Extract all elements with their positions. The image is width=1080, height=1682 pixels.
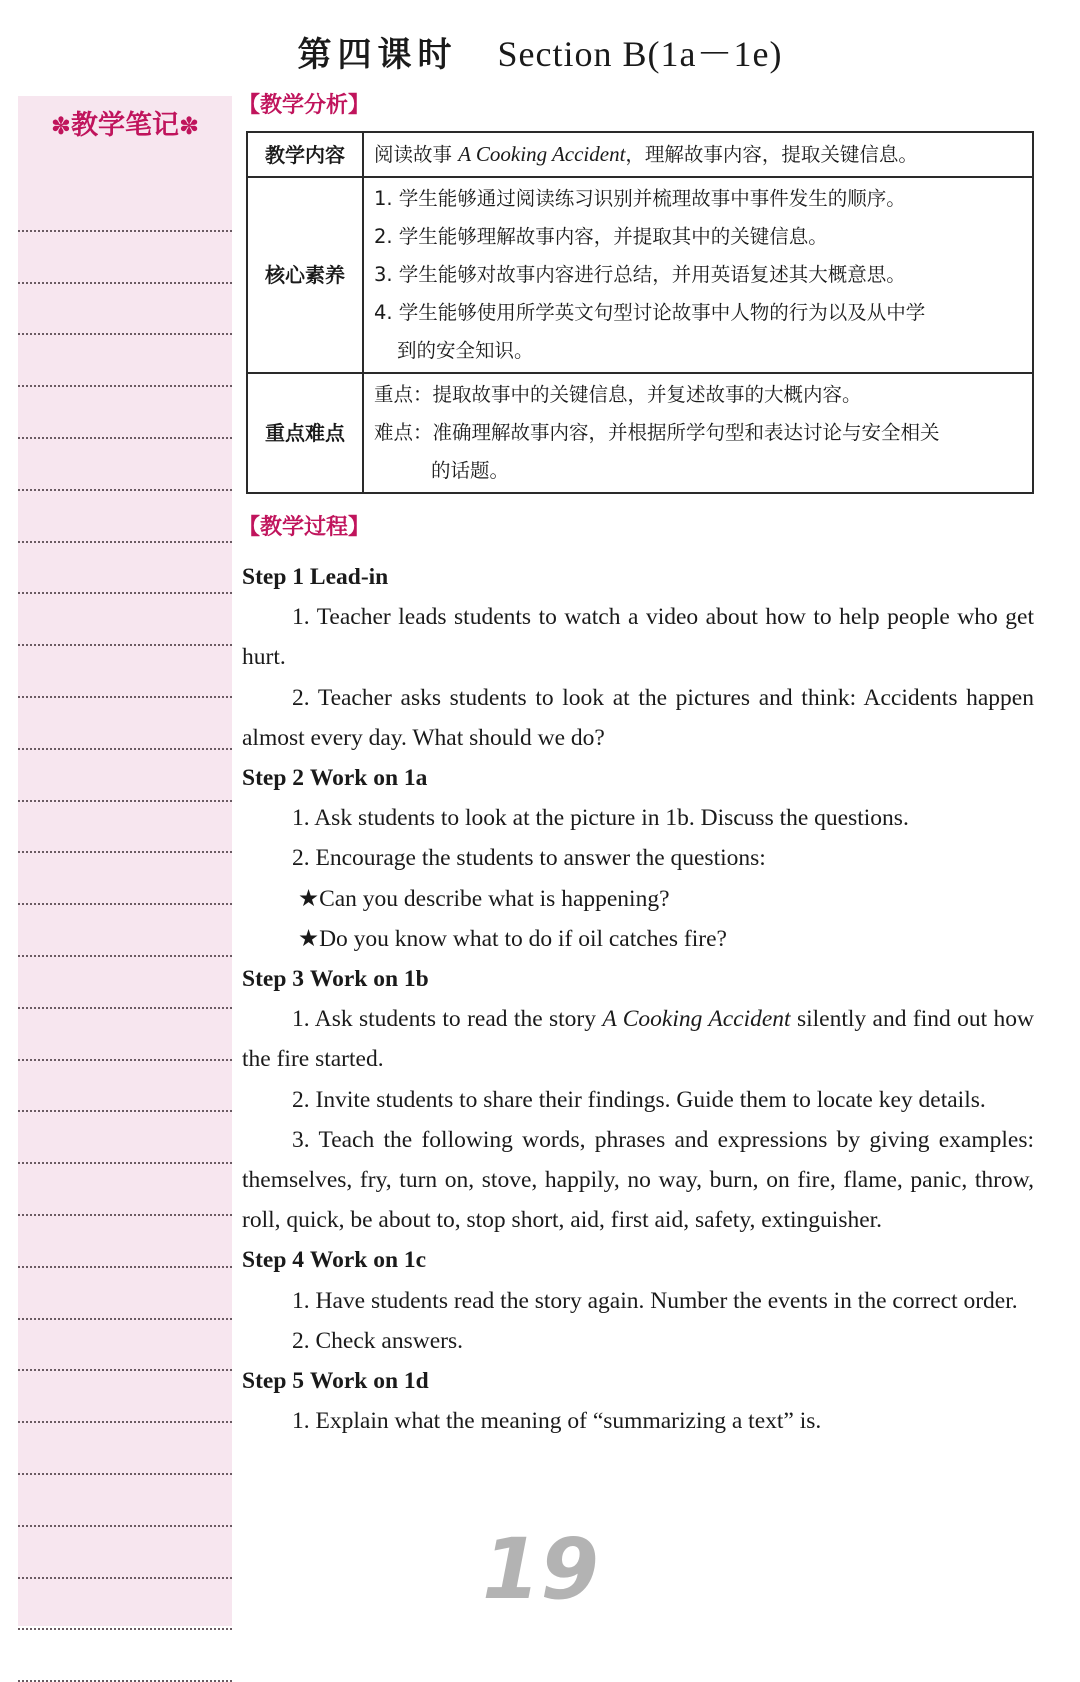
step-name: Lead-in <box>309 564 389 590</box>
page-number: 19 <box>482 1520 599 1618</box>
paragraph: 1. Ask students to look at the picture in 1b. Discuss the questions. <box>292 805 909 832</box>
step-title <box>242 758 1034 798</box>
flower-icon: ✽ <box>50 112 71 140</box>
note-line <box>18 1268 232 1320</box>
step-number: Step 3 <box>242 966 305 993</box>
step-title <box>242 557 1034 597</box>
note-line <box>18 1112 232 1164</box>
list-item: 1. 学生能够通过阅读练习识别并梳理故事中事件发生的顺序。 <box>374 187 906 210</box>
paragraph: 2. Encourage the students to answer the questions: <box>292 845 766 872</box>
row-label: 核心素养 <box>247 177 363 373</box>
step-name: Work on 1a <box>309 765 428 792</box>
note-line <box>18 1164 232 1216</box>
paragraph: 2. Invite students to share their findings. Guide them to locate key details. <box>292 1086 986 1113</box>
note-line <box>18 439 232 491</box>
note-line <box>18 1423 232 1475</box>
list-item: 3. 学生能够对故事内容进行总结，并用英语复述其大概意思。 <box>374 263 906 286</box>
note-line <box>18 802 232 854</box>
note-line <box>18 1579 232 1631</box>
story-title: A Cooking Accident <box>602 1006 791 1033</box>
table-row <box>247 177 1033 373</box>
paragraph: 1. Teacher leads students to watch a video about how to help people who get hurt. <box>242 604 1034 671</box>
note-lines <box>18 180 232 1682</box>
note-line <box>18 750 232 802</box>
note-line <box>18 335 232 387</box>
note-line <box>18 905 232 957</box>
step-number: Step 4 <box>242 1247 305 1274</box>
note-line <box>18 594 232 646</box>
table-row <box>247 373 1033 493</box>
note-line <box>18 232 232 284</box>
analysis-table <box>246 131 1034 494</box>
main-content <box>238 88 1035 1441</box>
list-item: 4. 学生能够使用所学英文句型讨论故事中人物的行为以及从中学 <box>374 301 926 324</box>
paragraph: 2. Check answers. <box>292 1327 463 1354</box>
note-line <box>18 543 232 595</box>
paragraph: 1. Have students read the story again. Number the events in the correct order. <box>292 1287 1018 1314</box>
note-line <box>18 1475 232 1527</box>
step-number: Step 2 <box>242 765 305 792</box>
row-content <box>363 177 1033 373</box>
list-item-continued: 的话题。 <box>431 459 510 482</box>
step-title <box>242 1361 1034 1401</box>
row-content <box>363 132 1033 177</box>
note-line <box>18 1320 232 1372</box>
paragraph: 1. Explain what the meaning of “summarizing a text” is. <box>292 1408 822 1435</box>
table-row <box>247 132 1033 177</box>
note-line <box>18 698 232 750</box>
note-line <box>18 1216 232 1268</box>
row-content <box>363 373 1033 493</box>
step-name: Work on 1d <box>309 1368 429 1395</box>
list-item: 重点：提取故事中的关键信息，并复述故事的大概内容。 <box>374 383 862 406</box>
note-line <box>18 284 232 336</box>
note-line <box>18 1371 232 1423</box>
content-suffix: ，理解故事内容，提取关键信息。 <box>625 143 918 166</box>
note-line <box>18 957 232 1009</box>
note-line <box>18 387 232 439</box>
list-item-continued: 到的安全知识。 <box>397 339 534 362</box>
row-label: 重点难点 <box>247 373 363 493</box>
paragraph-prefix: 1. Ask students to read the story <box>292 1006 603 1033</box>
step-title <box>242 959 1034 999</box>
paragraph: 3. Teach the following words, phrases and expressions by giving examples: themselves, fry, turn on, stove, happily, no way, burn, on fire, flame, panic, throw, roll, quick, be about to, stop short, aid, first aid, safety, extinguisher. <box>242 1126 1034 1234</box>
story-title: A Cooking Accident <box>458 142 626 166</box>
step-number: Step 5 <box>242 1368 305 1395</box>
notes-title-text: 教学笔记 <box>71 110 179 141</box>
paragraph: 2. Teacher asks students to look at the pictures and think: Accidents happen almost every day. What should we do? <box>242 684 1034 751</box>
notes-sidebar <box>18 96 232 1626</box>
note-line <box>18 1527 232 1579</box>
flower-icon: ✽ <box>179 112 200 140</box>
lesson-label: 第四课时 <box>297 35 458 75</box>
list-item: 难点：准确理解故事内容，并根据所学句型和表达讨论与安全相关 <box>374 421 940 444</box>
process-body <box>242 557 1034 1441</box>
content-prefix: 阅读故事 <box>374 143 453 166</box>
step-number: Step 1 <box>242 564 305 590</box>
row-label: 教学内容 <box>247 132 363 177</box>
note-line <box>18 1061 232 1113</box>
page-title <box>0 26 1080 77</box>
note-line <box>18 180 232 232</box>
step-name: Work on 1c <box>309 1247 427 1274</box>
analysis-heading: 【教学分析】 <box>238 93 371 118</box>
step-name: Work on 1b <box>309 966 429 993</box>
note-line <box>18 1630 232 1682</box>
notes-title <box>18 96 232 156</box>
note-line <box>18 646 232 698</box>
bullet-item: ★Can you describe what is happening? <box>298 885 670 912</box>
note-line <box>18 1009 232 1061</box>
bullet-item: ★Do you know what to do if oil catches fire? <box>298 925 727 952</box>
step-title <box>242 1240 1034 1280</box>
process-heading: 【教学过程】 <box>238 515 371 540</box>
section-label: Section B(1a－1e) <box>497 34 783 74</box>
paragraph-suffix: silently and find out how the fire started. <box>242 1006 1035 1073</box>
note-line <box>18 491 232 543</box>
paragraph <box>242 999 1034 1079</box>
list-item: 2. 学生能够理解故事内容，并提取其中的关键信息。 <box>374 225 828 248</box>
note-line <box>18 853 232 905</box>
